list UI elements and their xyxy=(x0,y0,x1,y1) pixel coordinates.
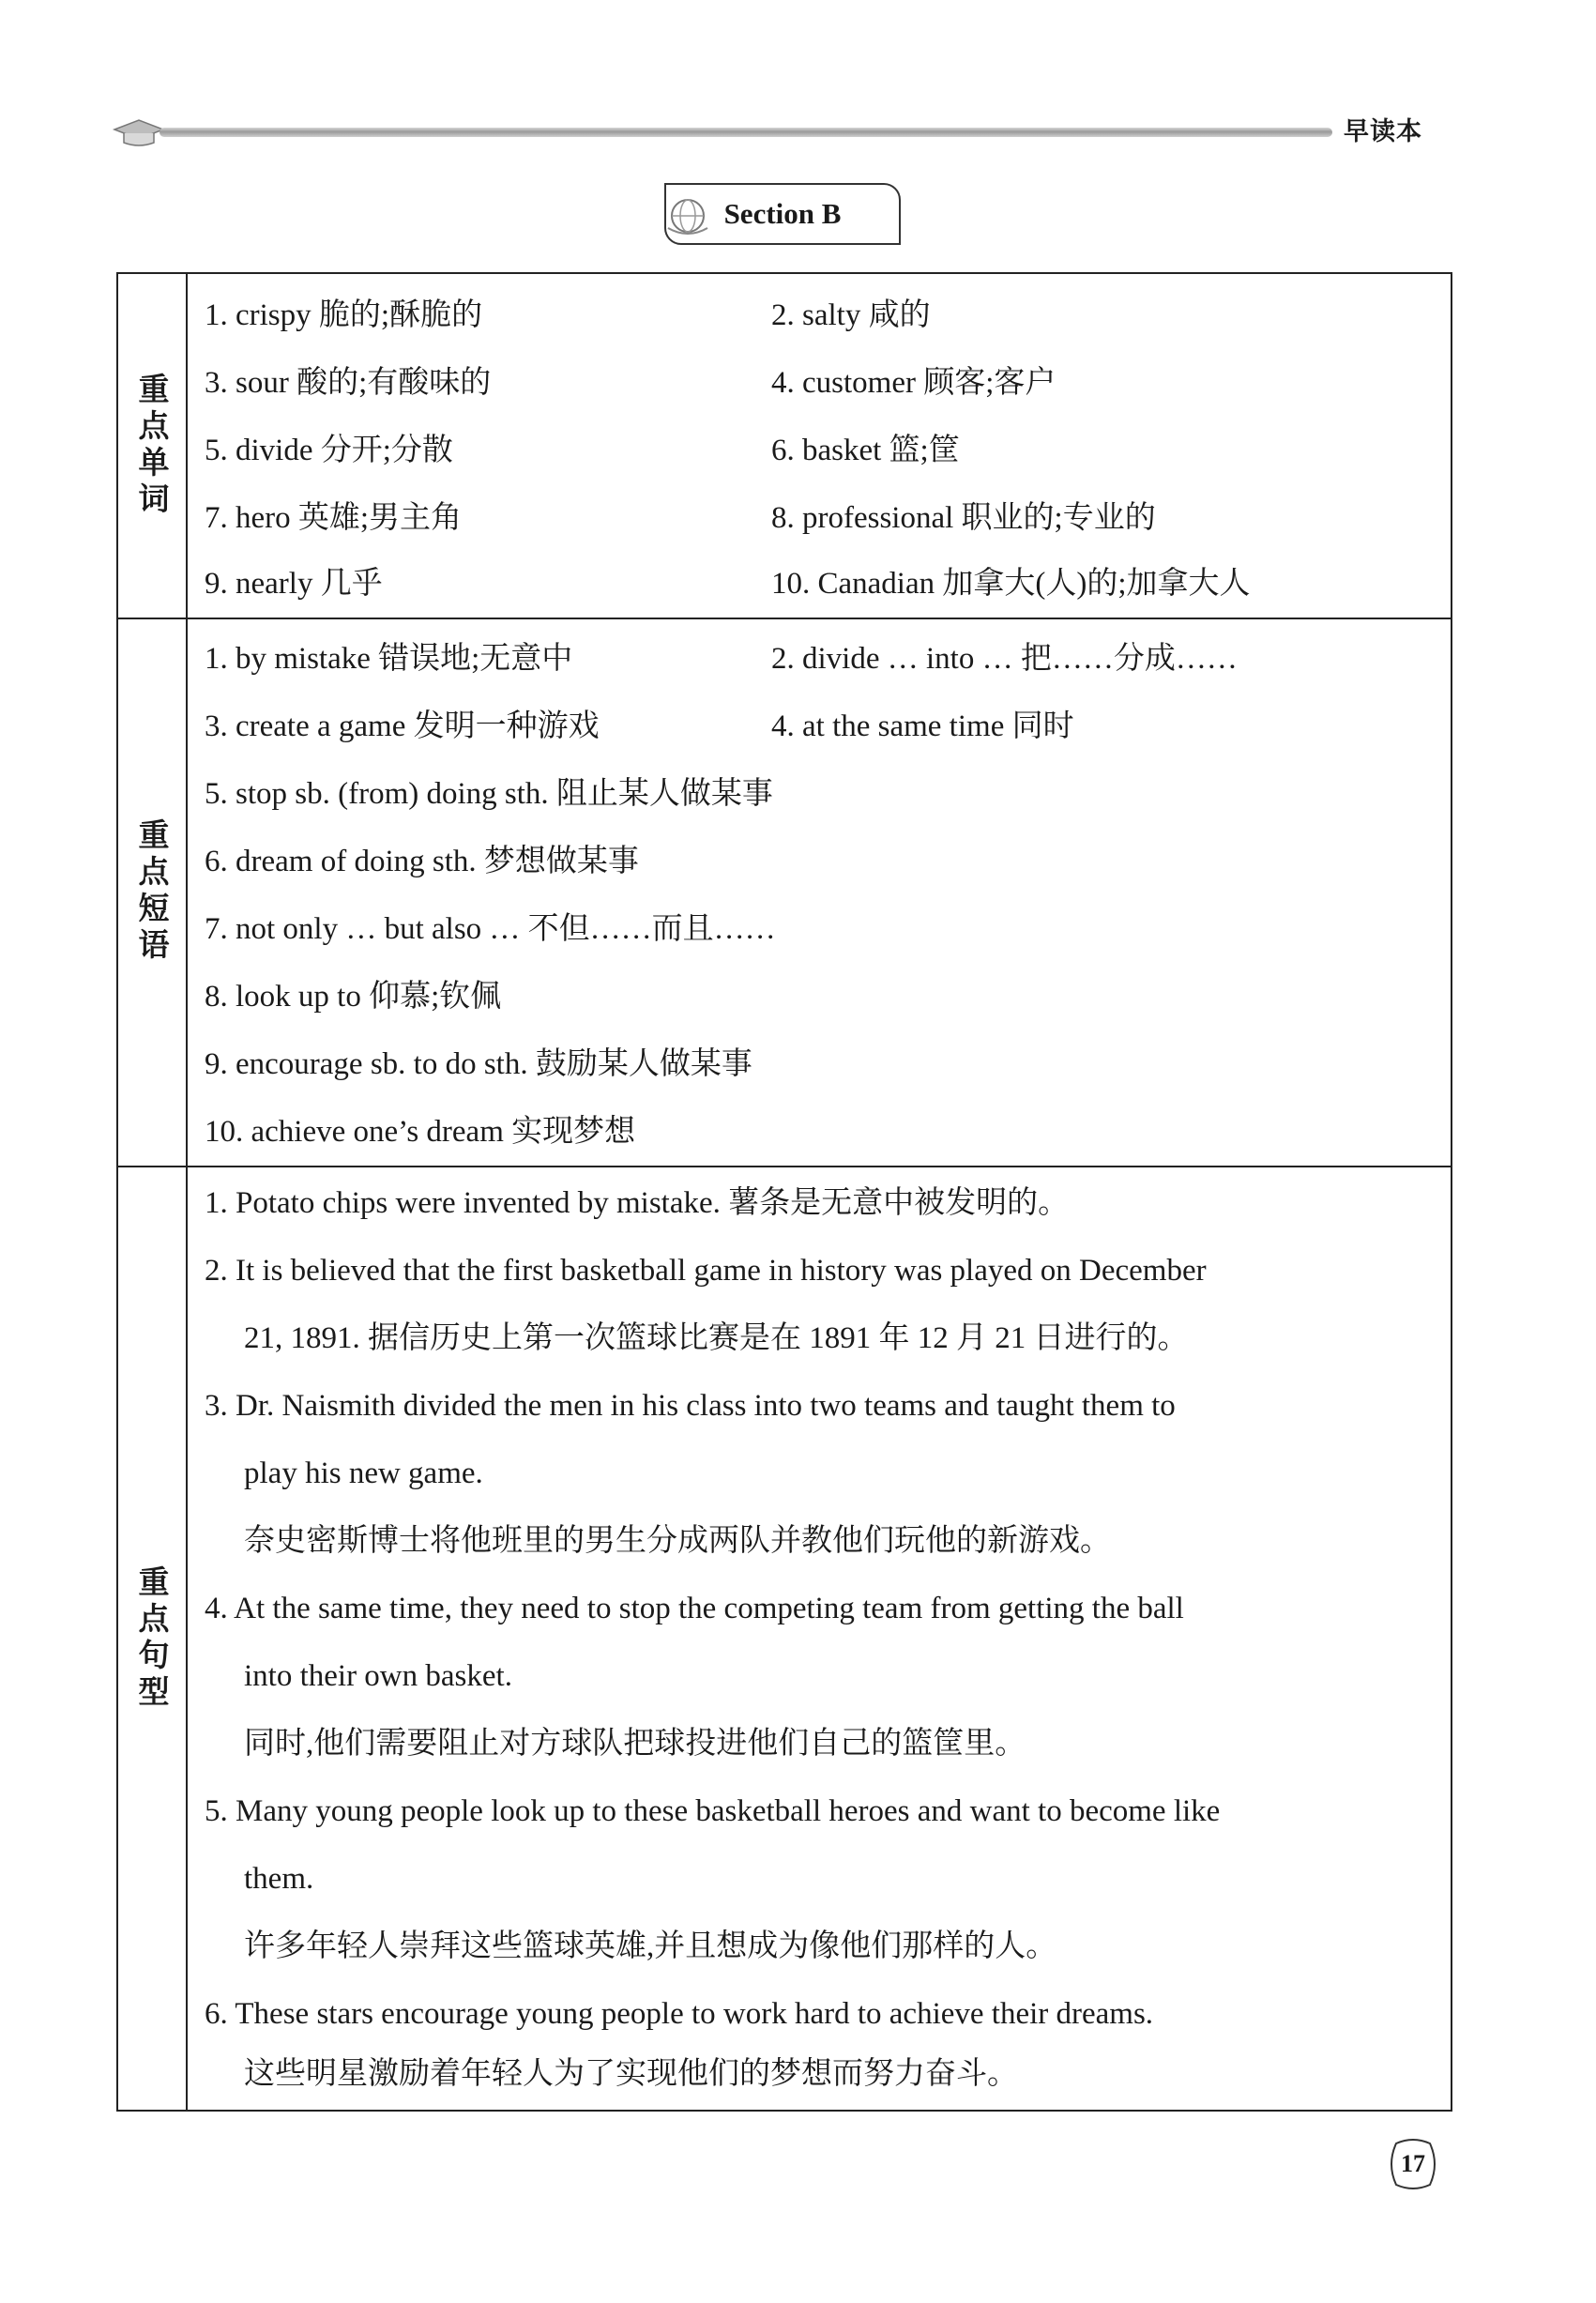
key-words-section xyxy=(118,274,1451,619)
sentence-translation: 这些明星激励着年轻人为了实现他们的梦想而努力奋斗。 xyxy=(244,2057,1018,2091)
sentence-line: 5. Many young people look up to these basketball heroes and want to become like xyxy=(205,1794,1221,1828)
phrase-item: 2. divide … into … 把……分成…… xyxy=(771,642,1238,676)
word-item: 6. basket 篮;筐 xyxy=(771,434,960,467)
word-item: 3. sour 酸的;有酸味的 xyxy=(205,366,492,400)
sentence-line: into their own basket. xyxy=(244,1659,512,1693)
section-content xyxy=(186,618,1451,1166)
vocab-table xyxy=(116,272,1452,2112)
section-label: 重点单词 xyxy=(118,274,188,618)
sentence-translation: 同时,他们需要阻止对方球队把球投进他们自己的篮筐里。 xyxy=(244,1727,1026,1761)
key-sentences-section xyxy=(118,1166,1451,2112)
word-item: 10. Canadian 加拿大(人)的;加拿大人 xyxy=(771,567,1251,601)
phrase-item: 7. not only … but also … 不但……而且…… xyxy=(205,912,776,946)
sentence-line: 3. Dr. Naismith divided the men in his class into two teams and taught them to xyxy=(205,1389,1176,1423)
section-content xyxy=(186,274,1451,618)
header-title: 早读本 xyxy=(1344,117,1422,146)
sentence-line: play his new game. xyxy=(244,1457,483,1490)
graduation-cap-icon xyxy=(111,116,167,148)
page-number: 17 xyxy=(1387,2136,1439,2192)
header-rule xyxy=(160,128,1332,137)
section-title: Section B xyxy=(723,197,842,230)
phrase-item: 3. create a game 发明一种游戏 xyxy=(205,709,600,743)
word-item: 4. customer 顾客;客户 xyxy=(771,366,1056,400)
word-item: 7. hero 英雄;男主角 xyxy=(205,501,463,535)
section-badge xyxy=(664,183,901,245)
section-label: 重点句型 xyxy=(118,1166,188,2112)
phrase-item: 1. by mistake 错误地;无意中 xyxy=(205,642,573,676)
word-item: 2. salty 咸的 xyxy=(771,298,931,332)
phrase-item: 10. achieve one’s dream 实现梦想 xyxy=(205,1115,636,1149)
phrase-item: 9. encourage sb. to do sth. 鼓励某人做某事 xyxy=(205,1047,752,1081)
phrase-item: 5. stop sb. (from) doing sth. 阻止某人做某事 xyxy=(205,777,773,811)
sentence-line: 21, 1891. 据信历史上第一次篮球比赛是在 1891 年 12 月 21 日进行的。 xyxy=(244,1321,1189,1355)
key-phrases-section xyxy=(118,618,1451,1167)
phrase-item: 4. at the same time 同时 xyxy=(771,709,1074,743)
sentence-line: 6. These stars encourage young people to work hard to achieve their dreams. xyxy=(205,1997,1154,2031)
sentence-line: 1. Potato chips were invented by mistake. 薯条是无意中被发明的。 xyxy=(205,1186,1070,1220)
sentence-line: them. xyxy=(244,1862,314,1896)
word-item: 1. crispy 脆的;酥脆的 xyxy=(205,298,483,332)
word-item: 9. nearly 几乎 xyxy=(205,567,383,601)
globe-icon xyxy=(662,191,713,241)
phrase-item: 6. dream of doing sth. 梦想做某事 xyxy=(205,845,639,878)
sentence-line: 4. At the same time, they need to stop the competing team from getting the ball xyxy=(205,1592,1184,1625)
phrase-item: 8. look up to 仰慕;钦佩 xyxy=(205,980,502,1014)
sentence-line: 2. It is believed that the first basketball game in history was played on December xyxy=(205,1254,1207,1288)
section-label: 重点短语 xyxy=(118,618,188,1166)
sentence-translation: 奈史密斯博士将他班里的男生分成两队并教他们玩他的新游戏。 xyxy=(244,1524,1111,1558)
section-content xyxy=(186,1166,1451,2112)
word-item: 8. professional 职业的;专业的 xyxy=(771,501,1156,535)
word-item: 5. divide 分开;分散 xyxy=(205,434,453,467)
sentence-translation: 许多年轻人崇拜这些篮球英雄,并且想成为像他们那样的人。 xyxy=(244,1929,1057,1963)
